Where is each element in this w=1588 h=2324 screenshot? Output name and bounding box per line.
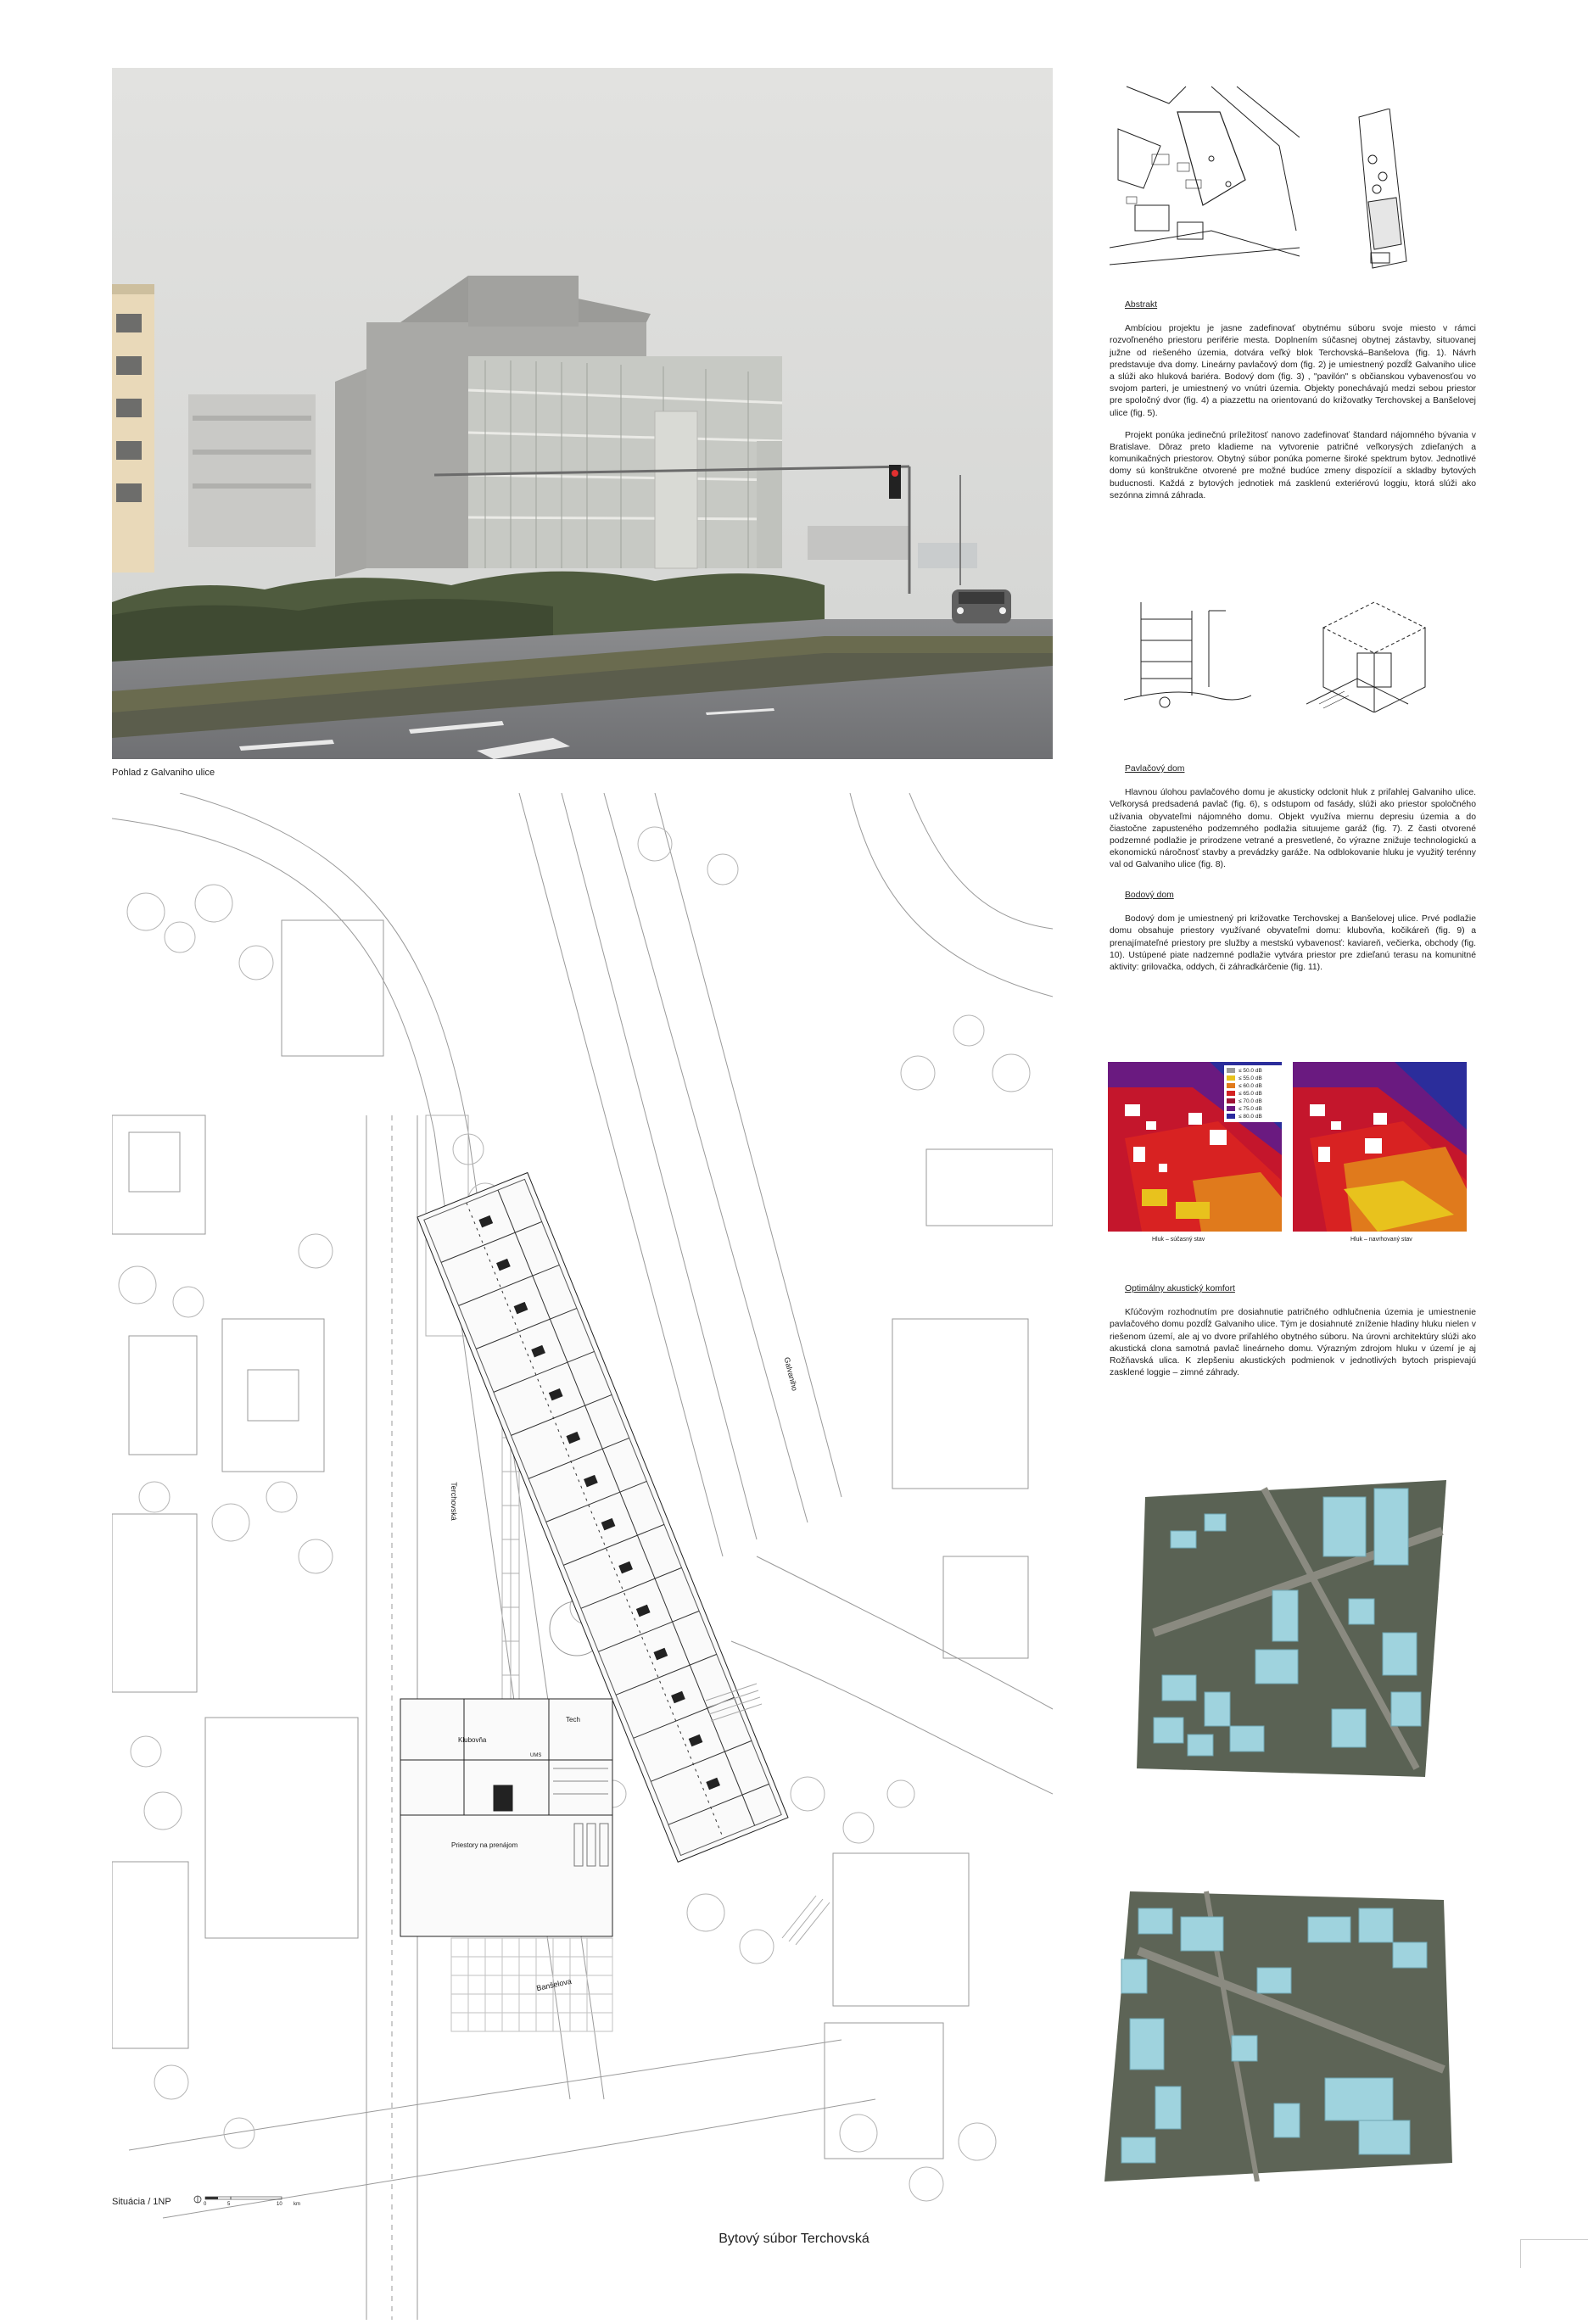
legend-swatch (1227, 1075, 1235, 1081)
room-label-priestory: Priestory na prenájom (451, 1841, 518, 1849)
section-bodovy-dom (1110, 890, 1476, 984)
legend-item (1227, 1105, 1279, 1113)
noise-caption-proposed: Hluk – navrhovaný stav (1350, 1237, 1412, 1243)
street-label-terchovska: Terchovská (449, 1482, 458, 1521)
page-title: Bytový súbor Terchovská (719, 2232, 869, 2246)
aerial-3d-model-1 (1137, 1480, 1451, 1779)
paragraph: Kľúčovým rozhodnutím pre dosiahnutie patričného odhlučnenia územia je umiestnenie pavlačového domu pozdĺž Galvaniho ulice. Tým je dosiahnuté zníženie hladiny hluku nielen v riešenom území, ale aj vo dvore priľahlého obytného súboru. Na úrovni architektúry slúži ako akustická clona samotná pavlač lineárneho domu. Výrazným zdrojom hluku v území je aj Rožňavská ulica. K zlepšeniu akustických podmienok v jednotlivých bytoch prispievajú zasklené loggie – zimné záhrady. (1110, 1308, 1476, 1378)
legend-swatch (1227, 1091, 1235, 1096)
aerial-3d-model-2 (1104, 1883, 1452, 2182)
legend-item (1227, 1082, 1279, 1090)
scale-tick-5: 5 (227, 2202, 231, 2207)
legend-label: ≤ 65.0 dB (1239, 1091, 1262, 1097)
fig-site-diagram-2 (1356, 109, 1423, 270)
legend-label: ≤ 50.0 dB (1239, 1068, 1262, 1074)
room-label-klub: Klubovňa (458, 1736, 487, 1744)
legend-label: ≤ 70.0 dB (1239, 1098, 1262, 1104)
scale-unit: km (294, 2202, 300, 2207)
legend-item (1227, 1067, 1279, 1075)
street-label-banselova: Banšelova (535, 1976, 573, 1993)
legend-swatch (1227, 1106, 1235, 1111)
noise-caption-current: Hluk – súčasný stav (1152, 1237, 1205, 1243)
noise-legend (1224, 1065, 1282, 1122)
paragraph: Bodový dom je umiestnený pri križovatke Terchovskej a Banšelovej ulice. Prvé podlažie domu obsahuje priestory využívané obyvateľmi domu: klubovňa, kočikáreň (fig. 9) a prenajímateľné priestory pre služby a mestskú vybavenosť: kaviareň, večierka, obchody (fig. 10). Ustúpené piate nadzemné podlažie vytvára priestor pre zdieľanú terasu na komunitné aktivity: grilovačka, oddych, či záhradkárčenie (fig. 11). (1110, 914, 1476, 973)
legend-swatch (1227, 1083, 1235, 1088)
plan-caption: Situácia / 1NP (112, 2197, 171, 2207)
legend-item (1227, 1098, 1279, 1105)
hero-caption: Pohlad z Galvaniho ulice (112, 768, 215, 778)
legend-swatch (1227, 1068, 1235, 1073)
scale-tick-0: 0 (204, 2202, 207, 2207)
fig-axonometry-diagram (1306, 594, 1442, 712)
section-heading: Abstrakt (1125, 300, 1158, 310)
fig-site-diagram-1 (1110, 78, 1300, 273)
noise-map-proposed (1293, 1062, 1467, 1232)
legend-label: ≤ 75.0 dB (1239, 1106, 1262, 1112)
scale-tick-10: 10 (277, 2202, 282, 2207)
legend-swatch (1227, 1114, 1235, 1119)
street-view-image (112, 68, 1053, 759)
fig-section-diagram (1124, 594, 1251, 712)
paragraph: Ambíciou projektu je jasne zadefinovať obytnému súboru svoje miesto v rámci rozvoľneného priestoru periférie mesta. Doplnením súčasnej obytnej zástavby, situovanej južne od riešeného územia, dotvára veľký blok Terchovská–Banšelova (fig. 1). Návrh predstavuje dva domy. Lineárny pavlačový dom (fig. 2) je umiestnený pozdĺž Galvaniho ulice a slúži ako hluková bariéra. Bodový dom (fig. 3) , "pavilón" s občianskou vybavenosťou vo svojom parteri, je umiestnený vo vnútri územia. Objekty ponechávajú medzi sebou priestor pre spoločný dvor (fig. 4) a piazzettu na orientovanú do križovatky Terchovskej a Banšelovej ulice (fig. 5). (1110, 324, 1476, 418)
legend-item (1227, 1090, 1279, 1098)
room-label-tech: Tech (566, 1716, 580, 1723)
room-label-small: UMS (530, 1753, 542, 1758)
street-label-galvaniho: Galvaniho (782, 1356, 800, 1392)
legend-item (1227, 1113, 1279, 1120)
section-pavlacovy-dom (1110, 763, 1476, 882)
site-plan (112, 793, 1053, 2320)
section-heading: Optimálny akustický komfort (1125, 1284, 1235, 1293)
section-heading: Bodový dom (1125, 891, 1174, 900)
paragraph: Hlavnou úlohou pavlačového domu je akusticky odclonit hluk z priľahlej Galvaniho ulice. Veľkorysá predsadená pavlač (fig. 6), s odstupom od fasády, slúži ako priestor spoločného užívania obyvateľmi nájomného domu. Objekt využíva miernu depresiu územia a do čiastočne zapusteného podzemného podlažia situujeme garáž (fig. 7). Z časti otvorené podzemné podlažie je prirodzene vetrané a presvetlené, čo výrazne znižuje technologickú a ekonomickú náročnosť stavby a prevádzky garáže. Na odblokovanie hluku je využitý terénny val od Galvaniho ulice (fig. 8). (1110, 788, 1476, 870)
section-heading: Pavlačový dom (1125, 764, 1185, 774)
section-akusticky-komfort (1110, 1283, 1476, 1389)
hero-rendering (112, 68, 1053, 759)
legend-label: ≤ 80.0 dB (1239, 1114, 1262, 1120)
paragraph: Projekt ponúka jedinečnú príležitosť nanovo zadefinovať štandard nájomného bývania v Bratislave. Dôraz preto kladieme na vytvorenie patričné veľkorysých zdieľaných a komunikačných priestorov. Obytný súbor ponúka pomerne široké spektrum bytov. Jednotlivé domy sú konštrukčne otvorené pre možné budúce zmeny dispozícií a skladby bytových buducnosti. Každá z bytových jednotiek má zasklenú exteriérovú loggiu, ktorá slúži ako sezónna zimná záhrada. (1110, 430, 1476, 500)
noise-maps (1108, 1062, 1471, 1244)
legend-label: ≤ 55.0 dB (1239, 1075, 1262, 1081)
legend-item (1227, 1075, 1279, 1082)
section-abstrakt (1110, 299, 1476, 512)
scale-bar (193, 2193, 329, 2210)
legend-label: ≤ 60.0 dB (1239, 1083, 1262, 1089)
legend-swatch (1227, 1098, 1235, 1103)
